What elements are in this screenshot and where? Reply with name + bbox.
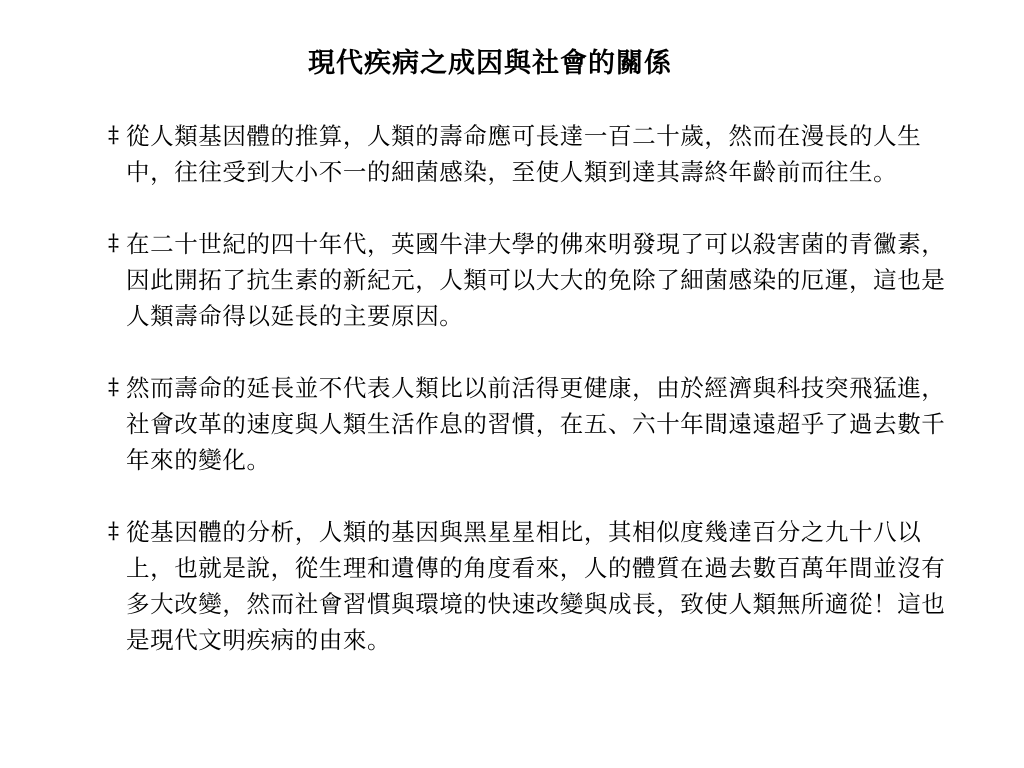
bullet-marker-icon: ‡ — [108, 375, 120, 400]
bullet-text-4: 從基因體的分析，人類的基因與黑星星相比，其相似度幾達百分之九十八以上，也就是說，從生理和遺傳的角度看來，人的體質在過去數百萬年間並沒有多大改變，然而社會習慣與環境的快速改變與成長，致使人類無所適從！這也是現代文明疾病的由來。 — [126, 518, 946, 654]
bullet-item-2 — [108, 226, 968, 334]
bullet-list — [108, 118, 968, 658]
bullet-text-1: 從人類基因體的推算，人類的壽命應可長達一百二十歲，然而在漫長的人生中，往往受到大小不一的細菌感染，至使人類到達其壽終年齡前而往生。 — [126, 122, 922, 186]
bullet-text-2: 在二十世紀的四十年代，英國牛津大學的佛來明發現了可以殺害菌的青黴素，因此開拓了抗生素的新紀元，人類可以大大的免除了細菌感染的厄運，這也是人類壽命得以延長的主要原因。 — [126, 230, 946, 330]
bullet-item-3 — [108, 370, 968, 478]
bullet-marker-icon: ‡ — [108, 123, 120, 148]
bullet-item-1 — [108, 118, 968, 190]
slide-title: 現代疾病之成因與社會的關係 — [308, 48, 672, 79]
bullet-marker-icon: ‡ — [108, 519, 120, 544]
bullet-marker-icon: ‡ — [108, 231, 120, 256]
bullet-text-3: 然而壽命的延長並不代表人類比以前活得更健康，由於經濟與科技突飛猛進，社會改革的速度與人類生活作息的習慣，在五、六十年間遠遠超乎了過去數千年來的變化。 — [126, 374, 946, 474]
bullet-item-4 — [108, 514, 968, 658]
